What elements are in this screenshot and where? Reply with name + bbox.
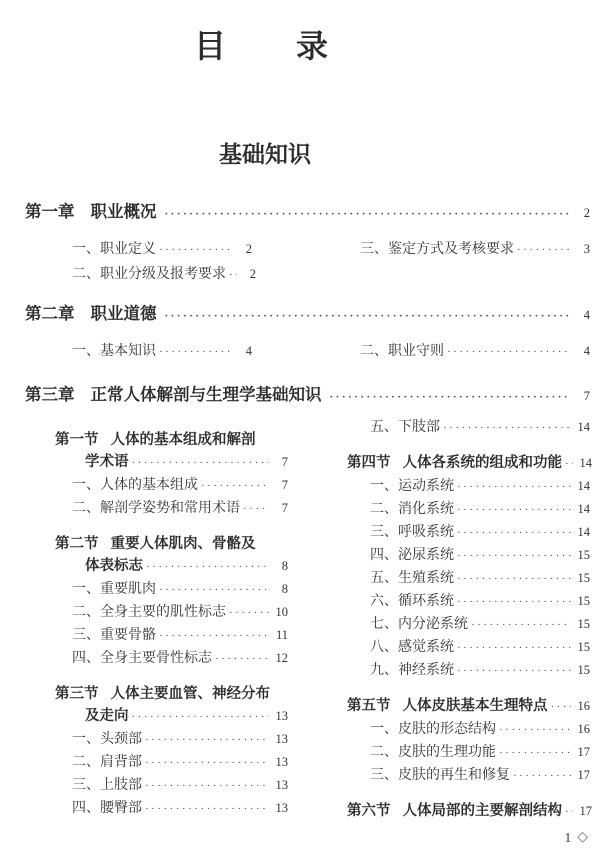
section-title-line2 (55, 451, 288, 474)
toc-item (55, 647, 288, 670)
toc-item (72, 262, 256, 287)
toc-item-label: 一、皮肤的形态结构 (370, 721, 496, 737)
toc-item-label: 四、全身主要骨性标志 (72, 650, 212, 666)
dot-leader (145, 752, 269, 774)
page-number: 13 (275, 754, 288, 769)
dot-leader (159, 238, 233, 262)
page-number: 12 (275, 650, 288, 665)
dot-leader (145, 729, 269, 751)
chapter-title: 正常人体解剖与生理学基础知识 (90, 384, 322, 404)
dot-leader (132, 452, 270, 474)
dot-leader (159, 579, 269, 601)
chapter-number: 第三章 (25, 384, 75, 404)
page-number: 15 (577, 639, 590, 654)
section-title-continued: 及走向 (85, 707, 129, 724)
dot-leader (457, 591, 571, 613)
section-number: 第五节 (347, 697, 391, 714)
toc-item-label: 五、生殖系统 (370, 570, 454, 586)
dot-leader (471, 614, 571, 636)
toc-column-left (72, 237, 256, 287)
page-number: 13 (275, 708, 288, 723)
section-number: 第三节 (55, 685, 99, 702)
section-number: 第一节 (55, 431, 99, 448)
toc-column-left (72, 339, 252, 364)
dot-leader (201, 475, 269, 497)
section-title-line1 (55, 533, 288, 555)
chapter-number: 第二章 (25, 303, 75, 323)
section-title-line2 (55, 705, 288, 728)
page-number: 17 (577, 767, 590, 782)
chapter-title: 职业概况 (90, 201, 157, 221)
dot-leader (551, 696, 572, 718)
chapter-title: 职业道德 (90, 303, 157, 323)
page-number: 14 (577, 419, 590, 434)
folio (564, 829, 588, 846)
toc-item-label: 一、头颈部 (72, 731, 142, 747)
dot-leader (499, 742, 571, 764)
toc-item (347, 718, 590, 741)
toc-column-left (55, 416, 288, 820)
toc-item (55, 601, 288, 624)
toc-item-label: 三、呼吸系统 (370, 524, 454, 540)
dot-leader (165, 303, 572, 327)
section-title-continued: 体表标志 (85, 557, 143, 574)
toc-item (347, 498, 590, 521)
page-number: 8 (281, 581, 288, 596)
toc-item-label: 二、职业分级及报考要求 (72, 266, 226, 282)
toc-item-label: 四、腰臀部 (72, 800, 142, 816)
dot-leader (215, 648, 269, 670)
toc-column-right (360, 339, 590, 364)
toc-item (55, 728, 288, 751)
page-number: 15 (577, 593, 590, 608)
section-title-continued: 学术语 (85, 453, 129, 470)
folio-page-number: 1 (564, 829, 572, 845)
dot-leader (457, 522, 571, 544)
chapter-number: 第一章 (25, 201, 75, 221)
dot-leader (517, 238, 571, 262)
dot-leader (565, 801, 573, 823)
toc-item-label: 四、泌尿系统 (370, 547, 454, 563)
page-number: 4 (583, 343, 590, 358)
part-heading: 基础知识 (219, 141, 311, 167)
toc-item (360, 237, 590, 262)
page-number: 2 (249, 266, 256, 281)
section-number: 第六节 (347, 802, 391, 819)
page-number: 7 (281, 454, 288, 469)
page-number: 7 (281, 477, 288, 492)
section-title-line2 (55, 555, 288, 578)
dot-leader (457, 499, 571, 521)
dot-leader (229, 263, 237, 287)
dot-leader (499, 719, 571, 741)
dot-leader (457, 476, 571, 498)
toc-item-label: 二、全身主要的肌性标志 (72, 604, 226, 620)
document-title: 目 录 (193, 28, 330, 64)
section-title: 人体主要血管、神经分布 (110, 685, 270, 702)
section-title: 人体各系统的组成和功能 (402, 454, 562, 471)
dot-leader (132, 706, 270, 728)
page-number: 2 (245, 241, 252, 256)
toc-item (55, 797, 288, 820)
section-title-line1 (55, 429, 288, 451)
toc-item-label: 六、循环系统 (370, 593, 454, 609)
toc-item (347, 764, 590, 787)
dot-leader (145, 798, 269, 820)
dot-leader (145, 775, 269, 797)
toc-item (55, 497, 288, 520)
page-number: 4 (583, 307, 590, 322)
chapter-heading (25, 384, 590, 408)
chapter-entry (25, 384, 590, 823)
page-number: 13 (275, 731, 288, 746)
page-number: 10 (275, 604, 288, 619)
toc-item-label: 二、消化系统 (370, 501, 454, 517)
dot-leader (513, 765, 571, 787)
toc-item-label: 二、解剖学姿势和常用术语 (72, 500, 240, 516)
page-number: 16 (577, 698, 590, 713)
toc-item (347, 741, 590, 764)
dot-leader (229, 602, 269, 624)
toc-item-label: 三、皮肤的再生和修复 (370, 767, 510, 783)
toc-item (347, 567, 590, 590)
dot-leader (447, 340, 571, 364)
page-number: 14 (577, 501, 590, 516)
page-number: 13 (275, 777, 288, 792)
dot-leader (243, 498, 269, 520)
section-number: 第二节 (55, 535, 99, 552)
toc-item (347, 590, 590, 613)
toc-section (55, 683, 288, 728)
dot-leader (457, 637, 571, 659)
toc-item (55, 578, 288, 601)
toc-item-label: 八、感觉系统 (370, 639, 454, 655)
toc-item-label: 二、肩背部 (72, 754, 142, 770)
toc-item (55, 751, 288, 774)
dot-leader (457, 545, 571, 567)
toc-item (55, 624, 288, 647)
page-number: 15 (577, 570, 590, 585)
toc-item (347, 636, 590, 659)
page-number: 8 (281, 558, 288, 573)
toc-item (347, 659, 590, 682)
page-number: 14 (579, 455, 592, 470)
toc-item-label: 一、职业定义 (72, 241, 156, 257)
section-title: 人体的基本组成和解剖 (110, 431, 256, 448)
chapter-entry (25, 303, 590, 364)
page-number: 3 (583, 241, 590, 256)
section-title: 人体皮肤基本生理特点 (402, 697, 548, 714)
chapter-entry (25, 201, 590, 287)
toc-item-label: 五、下肢部 (370, 419, 440, 435)
toc-item-label: 一、基本知识 (72, 343, 156, 359)
toc-item (55, 474, 288, 497)
toc-item-label: 二、职业守则 (360, 343, 444, 359)
page-number: 17 (577, 744, 590, 759)
toc-item (72, 237, 252, 262)
section-number: 第四节 (347, 454, 391, 471)
dot-leader (159, 340, 233, 364)
page-number: 13 (275, 800, 288, 815)
toc-item (347, 544, 590, 567)
page-number: 17 (579, 803, 592, 818)
toc-item-label: 七、内分泌系统 (370, 616, 468, 632)
section-title: 人体局部的主要解剖结构 (402, 802, 562, 819)
page-number: 14 (577, 524, 590, 539)
toc-section (347, 695, 590, 718)
toc-item (347, 613, 590, 636)
toc-section (347, 452, 590, 475)
dot-leader (457, 568, 571, 590)
toc-item-label: 一、运动系统 (370, 478, 454, 494)
section-title-line1 (55, 683, 288, 705)
toc-item-label: 二、皮肤的生理功能 (370, 744, 496, 760)
chapter-heading (25, 303, 590, 327)
dot-leader (443, 417, 571, 439)
toc-item (360, 339, 590, 364)
toc-item (347, 416, 590, 439)
dot-leader (457, 660, 571, 682)
section-title: 重要人体肌肉、骨骼及 (110, 535, 256, 552)
page-number: 11 (275, 627, 288, 642)
page-number: 15 (577, 662, 590, 677)
diamond-icon: ◇ (577, 830, 588, 845)
dot-leader (159, 625, 269, 647)
page-number: 14 (577, 478, 590, 493)
toc-item-label: 一、人体的基本组成 (72, 477, 198, 493)
page-number: 15 (577, 547, 590, 562)
dot-leader (330, 384, 572, 408)
page-number: 7 (281, 500, 288, 515)
page-number: 16 (577, 721, 590, 736)
toc-item-label: 三、鉴定方式及考核要求 (360, 241, 514, 257)
page-number: 7 (583, 388, 590, 403)
toc-item-label: 九、神经系统 (370, 662, 454, 678)
page-number: 2 (583, 205, 590, 220)
toc-item-label: 三、上肢部 (72, 777, 142, 793)
toc-item (347, 475, 590, 498)
page-number: 15 (577, 616, 590, 631)
toc-column-right (347, 416, 590, 823)
dot-leader (165, 201, 572, 225)
dot-leader (565, 453, 573, 475)
chapter-heading (25, 201, 590, 225)
toc-section (55, 533, 288, 578)
toc-item-label: 一、重要肌肉 (72, 581, 156, 597)
toc-section (347, 800, 590, 823)
toc-item (55, 774, 288, 797)
dot-leader (146, 556, 269, 578)
toc-column-right (360, 237, 590, 262)
toc-item (72, 339, 252, 364)
toc-section (55, 429, 288, 474)
page-number: 4 (245, 343, 252, 358)
toc-item-label: 三、重要骨骼 (72, 627, 156, 643)
toc-item (347, 521, 590, 544)
